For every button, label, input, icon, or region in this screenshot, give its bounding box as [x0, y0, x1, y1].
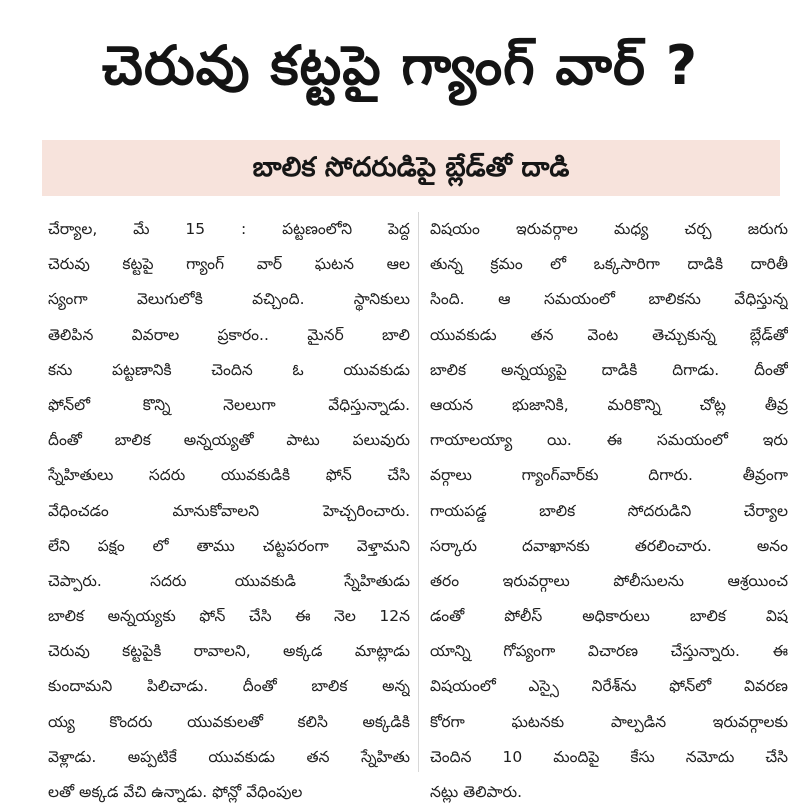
body-text-line: స్యంగా వెలుగులోకి వచ్చింది. స్థానికులు: [48, 290, 410, 309]
article-headline: చెరువు కట్టపై గ్యాంగ్ వార్ ?: [101, 34, 699, 97]
body-text-line: యాన్ని గోప్యంగా విచారణ చేస్తున్నారు. ఈ: [430, 642, 788, 661]
article-column-right: [430, 212, 788, 810]
body-text-line: డంతో పోలీస్ అధికారులు బాలిక విష: [430, 607, 788, 626]
body-text-line: చెరువు కట్టపై గ్యాంగ్ వార్ ఘటన ఆల: [48, 255, 410, 274]
body-text-line: తెలిపిన వివరాల ప్రకారం.. మైనర్ బాలి: [48, 325, 410, 344]
body-text-line: చెరువు కట్టపైకి రావాలని, అక్కడ మాట్లాడు: [48, 642, 410, 661]
body-text-line: విషయంలో ఎస్సై నిరేశ్‌ను ఫోన్‌లో వివరణ: [430, 677, 788, 696]
body-text-line: య్య కొందరు యువకులతో కలిసి అక్కడికి: [48, 712, 410, 731]
body-text-line: యువకుడు తన వెంట తెచ్చుకున్న బ్లేడ్‌తో: [430, 325, 788, 344]
body-text-line: వెళ్లాడు. అప్పటికే యువకుడు తన స్నేహితు: [48, 747, 410, 766]
body-text-line: గాయాలయ్యా యి. ఈ సమయంలో ఇరు: [430, 431, 788, 450]
body-text-line: బాలిక అన్నయ్యకు ఫోన్ చేసి ఈ నెల 12న: [48, 607, 410, 626]
body-text-line: తున్న క్రమం లో ఒక్కసారిగా దాడికి దారితీ: [430, 255, 788, 274]
body-text-line: గాయపడ్డ బాలిక సోదరుడిని చేర్యాల: [430, 501, 788, 520]
body-text-line: చేర్యాల, మే 15 : పట్టణంలోని పెద్ద: [48, 220, 410, 238]
body-text-line: కను పట్టణానికి చెందిన ఓ యువకుడు: [48, 360, 410, 379]
body-text-line: నట్లు తెలిపారు.: [430, 783, 523, 801]
body-text-line: దీంతో బాలిక అన్నయ్యతో పాటు పలువురు: [48, 431, 410, 450]
body-text-line: లేని పక్షం లో తాము చట్టపరంగా వెళ్తామని: [48, 536, 410, 555]
body-text-line: చెప్పారు. సదరు యువకుడి స్నేహితుడు: [48, 571, 410, 590]
body-text-line: ఆయన భుజానికి, మరికొన్ని చోట్ల తీవ్ర: [430, 395, 788, 414]
body-text-line: లతో అక్కడ వేచి ఉన్నాడు. ఫోన్లో వేధింపుల: [48, 783, 303, 801]
body-text-line: విషయం ఇరువర్గాల మధ్య చర్చ జరుగు: [430, 220, 788, 238]
body-text-line: కోరగా ఘటనకు పాల్పడిన ఇరువర్గాలకు: [430, 712, 788, 731]
body-text-line: స్నేహితులు సదరు యువకుడికి ఫోన్ చేసి: [48, 466, 410, 485]
body-text-line: వర్గాలు గ్యాంగ్‌వార్‌కు దిగారు. తీవ్రంగా: [430, 466, 788, 485]
column-divider: [418, 212, 419, 772]
body-text-line: ఫోన్‌లో కొన్ని నెలలుగా వేధిస్తున్నాడు.: [48, 395, 410, 414]
body-text-line: సర్కారు దవాఖానకు తరలించారు. అనం: [430, 536, 788, 555]
article-subheadline: బాలిక సోదరుడిపై బ్లేడ్‌తో దాడి: [42, 140, 780, 196]
body-text-line: సింది. ఆ సమయంలో బాలికను వేధిస్తున్న: [430, 290, 788, 309]
body-text-line: కుందామని పిలిచాడు. దీంతో బాలిక అన్న: [48, 677, 410, 696]
body-text-line: వేధించడం మానుకోవాలని హెచ్చరించారు.: [48, 501, 410, 520]
body-text-line: చెందిన 10 మందిపై కేసు నమోదు చేసి: [430, 747, 788, 766]
body-text-line: బాలిక అన్నయ్యపై దాడికి దిగాడు. దీంతో: [430, 360, 788, 379]
article-column-left: [48, 212, 410, 810]
body-text-line: తరం ఇరువర్గాలు పోలీసులను ఆశ్రయించ: [430, 571, 788, 590]
